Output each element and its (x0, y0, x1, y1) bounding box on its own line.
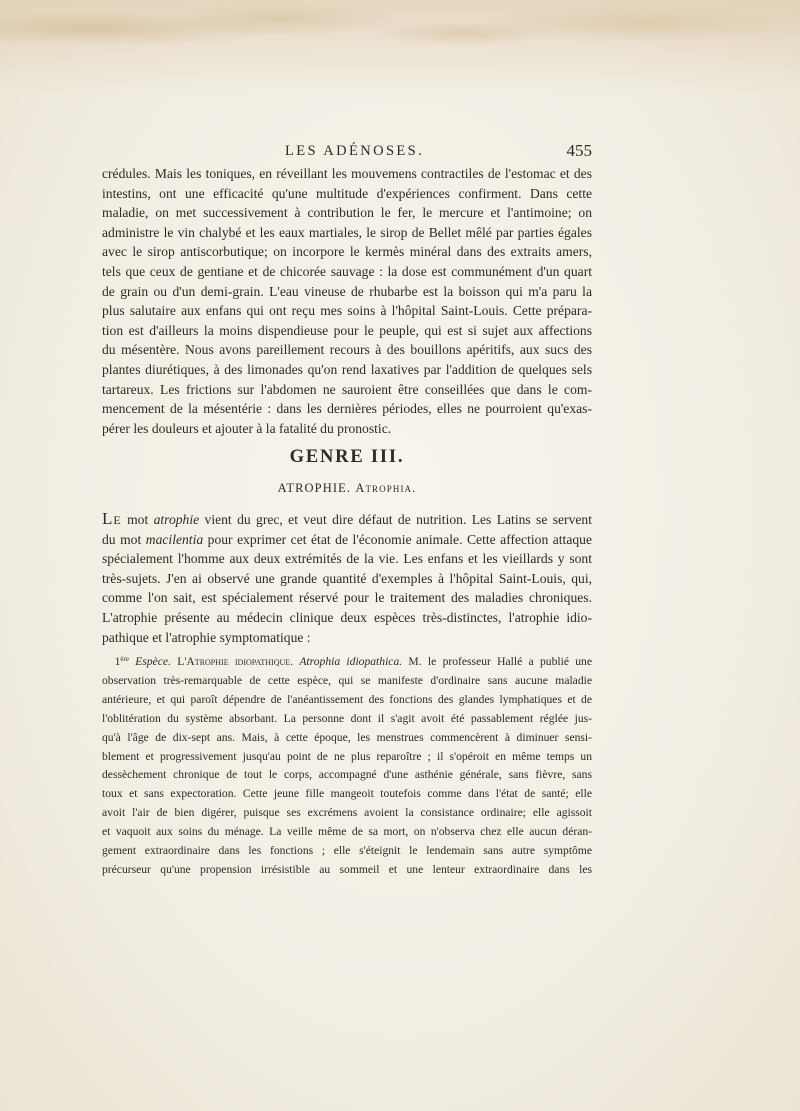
text-line: maladie, on met successivement à contribution le fer, le mercure et l'antimoine; on (102, 205, 592, 221)
genre-heading: GENRE III. (289, 447, 405, 467)
text-line: observation très-remarquable de cette espèce, qui se manifeste d'ordinaire sans aucune maladie (102, 673, 592, 687)
text-line: dessèchement chronique de tout le corps, accompagné d'une asthénie générale, sans fièvre, sans (102, 768, 592, 782)
text-line: précurseur qu'une propension irrésistible au sommeil et une lenteur extraordinaire dans les (102, 862, 592, 876)
genre-subtitle (102, 481, 592, 496)
species-ordinal: 1 (114, 655, 121, 668)
text-line (102, 509, 592, 530)
text-fragment: mot (121, 512, 154, 527)
text-line: L'atrophie présente au médecin clinique deux espèces très-distinctes, l'atrophie idio- (102, 609, 592, 625)
text-line: tion est d'ailleurs la moins dispendieuse pour le peuple, qui est si sujet aux affections (102, 322, 592, 338)
text-line: pathique et l'atrophie symptomatique : (102, 629, 311, 645)
text-line: avec le sirop antiscorbutique; on incorpore le kermès minéral dans des extraits amers, (102, 244, 592, 260)
text-line (102, 650, 592, 672)
text-line: gement extraordinaire dans les fonctions ; elle s'éteignit le lendemain sans autre symptôme (102, 844, 592, 858)
subtitle-latin: Atrophia. (355, 481, 417, 495)
subtitle-french: ATROPHIE. (277, 481, 352, 495)
text-line: qu'à l'âge de dix-sept ans. Mais, à cette époque, les menstrues commencèrent à diminuer sensi- (102, 730, 592, 744)
drop-cap-word: Le (102, 509, 122, 528)
running-head: LES ADÉNOSES. (285, 143, 425, 159)
text-fragment: du mot (102, 531, 146, 547)
text-line: de grain ou d'un demi-grain. L'eau vineuse de rhubarbe est la boisson qui m'a paru la (102, 283, 592, 299)
text-line: tartareux. Les frictions sur l'abdomen ne sauroient être conseillées que dans le com- (102, 381, 592, 397)
text-line: et vaquoit aux soins du ménage. La veille même de sa mort, on n'observa chez elle aucun déran- (102, 825, 592, 839)
text-line: spécialement l'homme aux deux extrémités de la vie. Les enfans et les vieillards y sont (102, 551, 592, 567)
text-line: comme l'on sait, est spécialement réservé pour le traitement des maladies chroniques. (102, 590, 592, 606)
text-line: pérer les douleurs et ajouter à la fatalité du pronostic. (102, 420, 392, 436)
paragraph-idiopathic-atrophy (102, 650, 592, 880)
paragraph-body (102, 650, 592, 880)
text-line: tels que ceux de gentiane et de chicorée sauvage : la dose est communément d'un quart (102, 263, 592, 279)
paragraph-atrophy-intro (102, 509, 592, 647)
italic-term: atrophie (153, 512, 200, 527)
text-line: du mésentère. Nous avons pareillement recours à des bouillons apéritifs, aux sucs des (102, 342, 592, 358)
ordinal-superscript: ère (120, 655, 129, 663)
page-number: 455 (566, 141, 592, 160)
text-line: avoit l'air de bien digérer, puisque ses excrémens avoient la consistance ordinaire; elle agissoit (102, 806, 592, 820)
page-header (102, 143, 592, 165)
text-line: intestins, ont une efficacité qu'une multitude d'expériences confirment. Dans cette (102, 185, 592, 201)
text-fragment: vient du grec, et veut dire défaut de nutrition. Les Latins se servent (199, 512, 592, 527)
text-line: crédules. Mais les toniques, en réveillant les mouvemens contractiles de l'estomac et des (102, 166, 592, 181)
text-line: plantes diurétiques, à des limonades qu'on rend laxatives par l'addition de quelques sels (102, 361, 592, 377)
species-name: L'Atrophie idiopathique. (177, 655, 294, 668)
paragraph-body (102, 509, 592, 647)
text-fragment: pour exprimer cet état de l'économie animale. Cette affection attaque (203, 531, 592, 547)
text-line: mencement de la mésentérie : dans les dernières périodes, elles ne pourroient qu'exas- (102, 401, 592, 417)
paragraph-body (102, 164, 592, 438)
paragraph-treatment (102, 164, 592, 438)
text-line: toux et sans expectoration. Cette jeune fille mangeoit toutefois comme dans l'état de santé; elle (102, 787, 592, 801)
paper-stain (0, 0, 800, 95)
text-fragment: M. le professeur Hallé a publié une (402, 655, 593, 668)
species-latin-name: Atrophia idiopathica. (299, 655, 403, 668)
text-line: blement et progressivement jusqu'au point de ne plus reparoître ; il s'opéroit en même temps un (102, 749, 592, 763)
italic-term: macilentia (145, 531, 204, 547)
text-line: plus salutaire aux enfans qui ont reçu mes soins à l'hôpital Saint-Louis. Cette prépara- (102, 303, 592, 319)
text-line: administre le vin chalybé et les eaux martiales, le sirop de Bellet mêlé par parties égales (102, 224, 592, 240)
text-line: très-sujets. J'en ai observé une grande quantité d'exemples à l'hôpital Saint-Louis, qui, (102, 570, 592, 586)
text-line: antérieure, et qui paroît dépendre de l'anéantissement des fonctions des glandes lymphatiques et de (102, 692, 592, 706)
text-line (102, 530, 592, 550)
text-line: l'oblitération du système absorbant. La personne dont il s'agit avoit été passablement réglée jus- (102, 711, 592, 725)
species-label: Espèce. (135, 655, 171, 668)
